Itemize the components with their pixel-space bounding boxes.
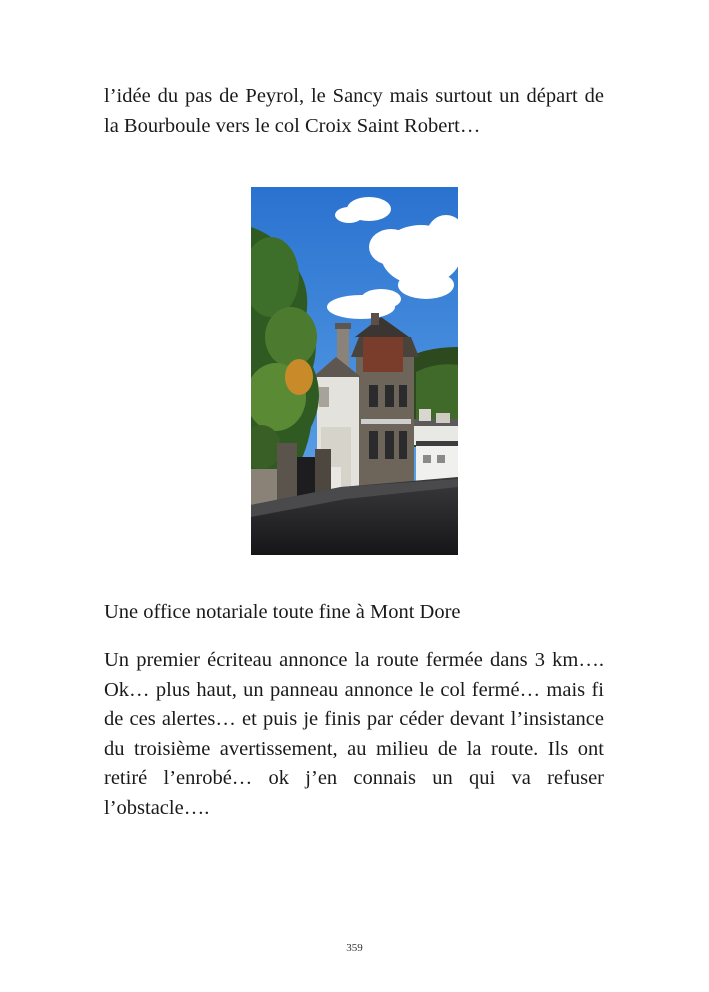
distant-houses (411, 409, 458, 481)
photo-caption: Une office notariale toute fine à Mont Dore (104, 601, 461, 623)
page-number: 359 (346, 942, 363, 954)
body-paragraph-2: Un premier écriteau annonce la route fermée dans 3 km…. Ok… plus haut, un panneau annonce le col fermé… mais fi de ces alertes… et puis je finis par céder devant l’insistance du troisième avertissement, au milieu de la route. Ils ont retiré l’enrobé… ok j’en connais un qui va refuser l’obstacle…. (104, 649, 604, 819)
building-photo (251, 187, 458, 555)
body-paragraph-1: l’idée du pas de Peyrol, le Sancy mais surtout un départ de la Bourboule vers le col Croix Saint Robert… (104, 85, 604, 137)
